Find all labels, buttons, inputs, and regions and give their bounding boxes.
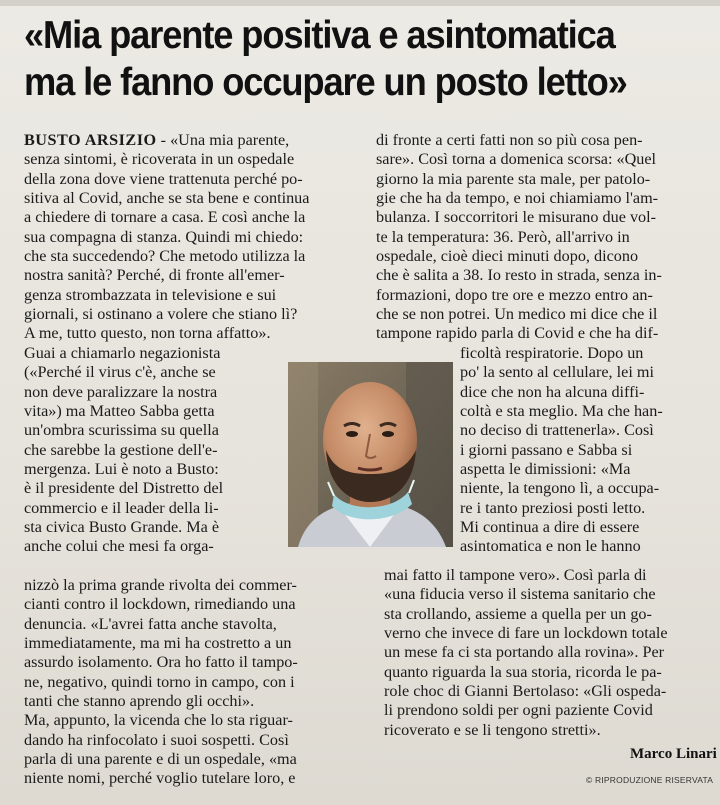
text-line: niente, la tengono lì, a occupa- — [460, 479, 660, 498]
text-line: sare». Così torna a domenica scorsa: «Quel — [376, 150, 657, 169]
text-line: quanto riguarda la sua storia, ricorda le pa- — [384, 662, 662, 681]
text-line: vita») ma Matteo Sabba getta — [24, 402, 215, 421]
text-line: no deciso di trattenerla». Così — [460, 421, 654, 440]
text-line: ricoverato e se li tengono stretti». — [384, 720, 601, 739]
text-line: che sta succedendo? Che metodo utilizza la — [24, 247, 306, 266]
text-line: tanti che stanno aprendo gli occhi». — [24, 692, 255, 711]
dateline-location: BUSTO ARSIZIO — [24, 131, 157, 149]
text-line: un'ombra scurissima su quella — [24, 421, 219, 440]
text-line: che sarebbe la gestione dell'e- — [24, 440, 218, 459]
text-line: Mi continua a dire di essere — [460, 518, 640, 537]
text-line: verno che invece di fare un lockdown totale — [384, 624, 668, 643]
text-line: mergenza. Lui è noto a Busto: — [24, 460, 219, 479]
column-right-wrap — [460, 344, 706, 557]
text-line: Ma, appunto, la vicenda che lo sta riguar- — [24, 711, 293, 730]
text-line: po' la sento al cellulare, lei mi — [460, 363, 654, 382]
text-line: a chiedere di tornare a casa. E così anche la — [24, 208, 306, 227]
column-right-bottom — [384, 566, 706, 740]
headline-line-1: «Mia parente positiva e asintomatica — [24, 14, 615, 57]
text-line: sua compagna di stanza. Quindi mi chiedo: — [24, 227, 304, 246]
text-line: giorno la mia parente sta male, per patolo- — [376, 169, 651, 188]
column-left-top — [24, 131, 362, 344]
text-line: ne, negativo, quindi torno in campo, con i — [24, 672, 295, 691]
text-line: assurdo isolamento. Ora ho fatto il tampo- — [24, 653, 298, 672]
column-right-top — [376, 131, 706, 344]
text-line: nizzò la prima grande rivolta dei commer- — [24, 576, 297, 594]
portrait-illustration — [288, 362, 453, 547]
portrait-photo — [288, 362, 453, 547]
text-line: ficoltà respiratorie. Dopo un — [460, 344, 644, 362]
text-line: sta civica Busto Grande. Ma è — [24, 518, 220, 537]
text-line: («Perché il virus c'è, anche se — [24, 363, 216, 382]
text-line: re i tanto preziosi posti letto. — [460, 498, 646, 517]
text-line: parla di una parente e di un ospedale, «ma — [24, 750, 297, 769]
text-line: tampone rapido parla di Covid e che ha dif- — [376, 324, 659, 343]
text-line: formazioni, dopo tre ore e mezzo entro an- — [376, 285, 653, 304]
text-line: della zona dove viene trattenuta perché po- — [24, 169, 303, 188]
text-line: coltà e sta meglio. Ma che han- — [460, 402, 663, 421]
text-line: Guai a chiamarlo negazionista — [24, 344, 221, 362]
text-line: sitiva al Covid, anche se sta bene e continua — [24, 189, 310, 208]
byline: Marco Linari — [630, 746, 717, 762]
text-line: li prendono soldi per ogni paziente Covid — [384, 701, 653, 720]
text-line: dice che non ha alcuna diffi- — [460, 382, 645, 401]
text-line: dando ha rinfocolato i suoi sospetti. Così — [24, 730, 289, 749]
column-left-bottom — [24, 576, 362, 789]
headline-line-2: ma le fanno occupare un posto letto» — [24, 61, 627, 104]
text-line: senza sintomi, è ricoverata in un ospedale — [24, 150, 295, 169]
text-line: anche colui che mesi fa orga- — [24, 537, 214, 556]
text-line: denuncia. «L'avrei fatta anche stavolta, — [24, 614, 277, 633]
text-line: A me, tutto questo, non torna affatto». — [24, 324, 271, 343]
text-line: non deve paralizzare la nostra — [24, 382, 218, 401]
text-line: niente nomi, perché voglio tutelare loro, e — [24, 769, 296, 788]
text-line-segment: - «Una mia parente, — [156, 131, 290, 149]
text-line: mai fatto il tampone vero». Così parla di — [384, 566, 647, 584]
copyright-notice: © RIPRODUZIONE RISERVATA — [586, 775, 714, 785]
top-strip — [0, 0, 720, 6]
text-line: role choc di Gianni Bertolaso: «Gli ospeda- — [384, 682, 667, 701]
text-line: di fronte a certi fatti non so più cosa pen- — [376, 131, 643, 149]
text-line: ospedale, cioè dieci minuti dopo, dicono — [376, 247, 639, 266]
headline — [24, 12, 666, 106]
text-line: i giorni passano e Sabba si — [460, 440, 633, 459]
text-line: bulanza. I soccorritori le misurano due vol- — [376, 208, 657, 227]
text-line: commercio e il leader della li- — [24, 498, 219, 517]
text-line — [24, 131, 362, 150]
text-line: un mese fa ci sta portando alla rovina». Per — [384, 643, 665, 662]
text-line: che è salita a 38. Io resto in strada, senza in- — [376, 266, 662, 285]
text-line: aspetta le dimissioni: «Ma — [460, 460, 631, 479]
text-line: è il presidente del Distretto del — [24, 479, 224, 498]
text-line: genza strombazzata in televisione e sui — [24, 285, 277, 304]
text-line: te la temperatura: 36. Però, all'arrivo in — [376, 227, 630, 246]
text-line: «una fiducia verso il sistema sanitario che — [384, 585, 656, 604]
text-line: cianti contro il lockdown, rimediando una — [24, 595, 296, 614]
text-line: asintomatica e non le hanno — [460, 537, 641, 556]
text-line: gie che ha da tempo, e noi chiamiamo l'am- — [376, 189, 659, 208]
text-line: che se non potrei. Un medico mi dice che il — [376, 305, 658, 324]
column-left-wrap — [24, 344, 284, 557]
text-line: sta crollando, assieme a quella per un go- — [384, 604, 652, 623]
text-line: nostra sanità? Perché, di fronte all'emer- — [24, 266, 285, 285]
text-line: immediatamente, ma mi ha costretto a un — [24, 634, 292, 653]
text-line: giornali, si ostinano a volere che stiano lì? — [24, 305, 298, 324]
